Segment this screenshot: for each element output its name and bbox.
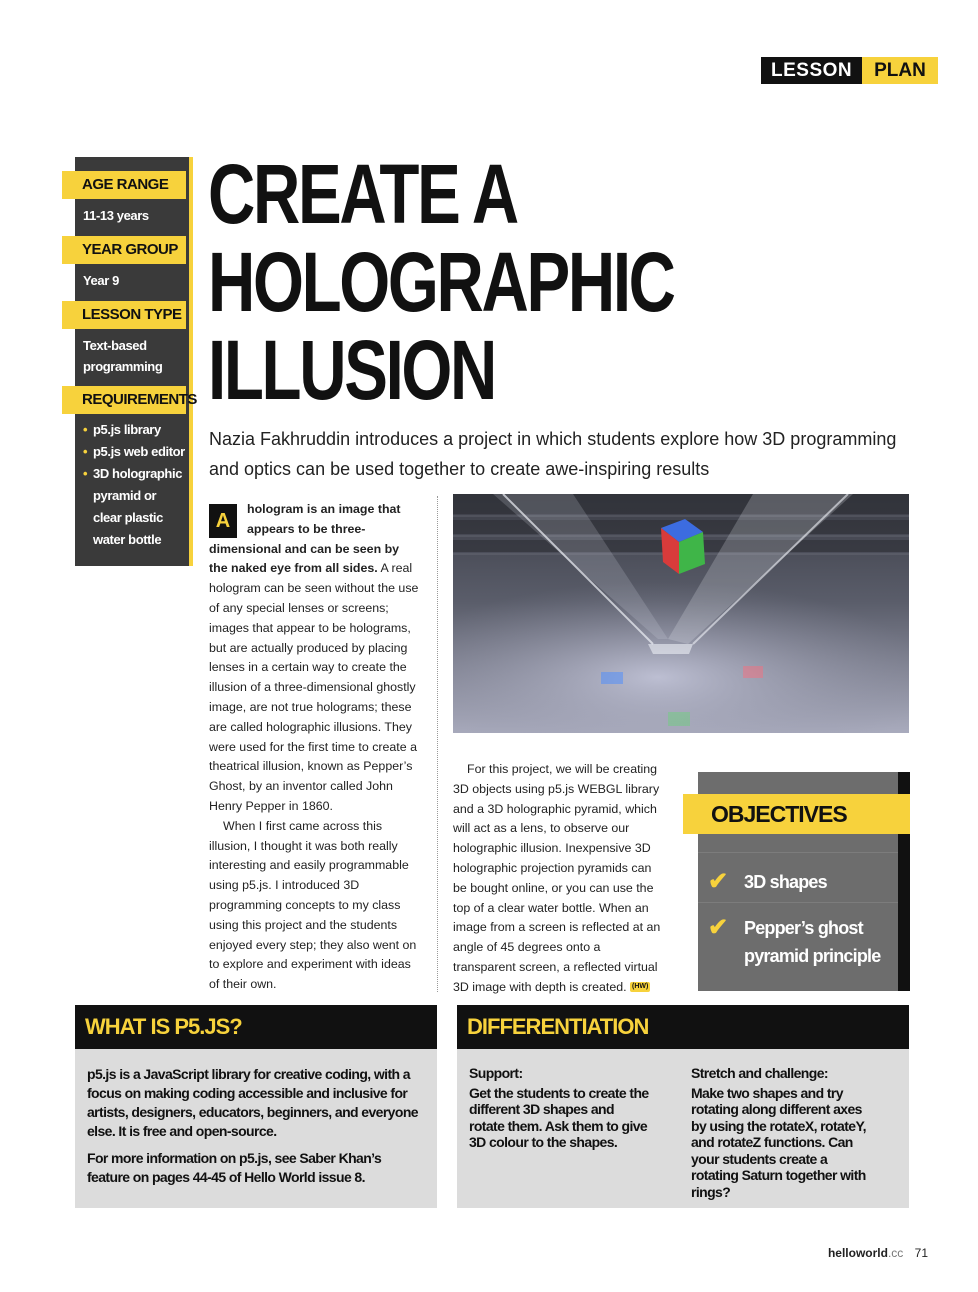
objective-divider: [698, 852, 898, 853]
page-title: [208, 147, 674, 417]
year-group-value: Year 9: [83, 273, 119, 288]
support-text: Get the students to create the different 3D shapes and rotate them. Ask them to give 3D colour to the shapes.: [469, 1084, 649, 1150]
article-paragraph: [209, 500, 421, 817]
year-group-heading: YEAR GROUP: [62, 236, 186, 264]
title-line: CREATE A: [208, 147, 517, 241]
standfirst: Nazia Fakhruddin introduces a project in which students explore how 3D programming and optics can be used together to create awe-inspiring results: [209, 429, 897, 479]
site-domain: .cc: [887, 1246, 904, 1260]
check-icon: ✔: [708, 914, 728, 941]
lesson-tag-label: LESSON: [761, 57, 862, 84]
what-is-p5js-body: [75, 1049, 437, 1187]
page-number: 71: [914, 1246, 928, 1260]
box-paragraph: p5.js is a JavaScript library for creative coding, with a focus on making coding accessible and inclusive for artists, designers, educators, beginners, and everyone else. It is free and open-source.: [87, 1066, 418, 1139]
article-paragraph: [453, 760, 665, 998]
article-paragraph: When I first came across this illusion, I thought it was both really interesting and easily programmable using p5.js. I introduced 3D programming concepts to my class using this project and the students enjoyed every step; they also went on to explore and experiment with ideas of their own.: [209, 818, 417, 992]
sidebar-accent: [189, 157, 193, 566]
article-column-1: [209, 500, 421, 995]
stretch-column: [691, 1065, 871, 1200]
age-range-value: 11-13 years: [83, 208, 149, 223]
hologram-photo: [453, 494, 909, 733]
age-range-heading: AGE RANGE: [62, 171, 186, 199]
lead-sentence: hologram is an image that appears to be three-dimensional and can be seen by the naked eye from all sides.: [209, 502, 401, 576]
requirement-item: • p5.js library: [83, 419, 187, 441]
paragraph-text: For this project, we will be creating 3D objects using p5.js WEBGL library and a 3D holographic pyramid, which will act as a lens, to observe our holographic illusion. Inexpensive 3D holographic projection pyramids can be bought online, or you can use the top of a clear water bottle. When an image from a screen is reflected at an angle of 45 degrees onto a transparent screen, a reflected virtual 3D image with depth is created.: [453, 762, 661, 994]
differentiation-heading: DIFFERENTIATION: [457, 1005, 909, 1049]
page-footer: [828, 1246, 928, 1260]
what-is-p5js-heading: WHAT IS P5.JS?: [75, 1005, 437, 1049]
lesson-info-sidebar: [75, 157, 197, 566]
article-column-2: [453, 760, 665, 998]
objective-item: [708, 868, 898, 896]
hologram-pyramid-image: [453, 494, 909, 733]
stretch-text: Make two shapes and try rotating along different axes by using the rotateX, rotateY, and rotateZ functions. Can your students create a rotating Saturn together with rings?: [691, 1084, 866, 1200]
differentiation-columns: [457, 1049, 909, 1200]
objectives-panel: [698, 772, 910, 991]
objective-text: 3D shapes: [744, 872, 827, 892]
support-label: Support:: [469, 1065, 523, 1081]
requirement-item: • 3D holographic pyramid or clear plastic water bottle: [83, 463, 187, 551]
what-is-p5js-box: [75, 1005, 437, 1208]
objective-text: Pepper’s ghost pyramid principle: [744, 918, 881, 966]
requirements-list: [83, 419, 187, 551]
paragraph-text: A real hologram can be seen without the use of any special lenses or screens; images that appear to be holograms, but are actually produced by placing lenses in a certain way to create the illusion of a three-dimensional ghostly image, are not true holograms; these are called holographic illusions. They were used for the first time to create a theatrical illusion, known as Pepper’s Ghost, by an inventor called John Henry Pepper in 1860.: [209, 561, 419, 813]
box-paragraph: For more information on p5.js, see Saber Khan’s feature on pages 44-45 of Hello World issue 8.: [87, 1150, 382, 1185]
hw-badge: (HW): [632, 982, 649, 990]
site-name: helloworld: [827, 1246, 888, 1260]
check-icon: ✔: [708, 868, 728, 895]
stretch-label: Stretch and challenge:: [691, 1065, 828, 1081]
objectives-heading: OBJECTIVES: [683, 794, 910, 834]
lesson-type-heading: LESSON TYPE: [62, 301, 186, 329]
objective-item: [708, 914, 898, 970]
objective-divider: [698, 902, 898, 903]
plan-tag-label: PLAN: [862, 57, 938, 84]
drop-cap: A: [209, 504, 237, 538]
requirements-heading: REQUIREMENTS: [62, 386, 186, 414]
title-line: ILLUSION: [208, 323, 496, 417]
differentiation-box: [457, 1005, 909, 1208]
requirement-item: • p5.js web editor: [83, 441, 187, 463]
title-line: HOLOGRAPHIC: [208, 235, 674, 329]
support-column: [469, 1065, 649, 1200]
lesson-type-value: Text-based programming: [83, 338, 163, 374]
lesson-plan-tag: [761, 57, 938, 84]
column-divider: [437, 496, 438, 992]
